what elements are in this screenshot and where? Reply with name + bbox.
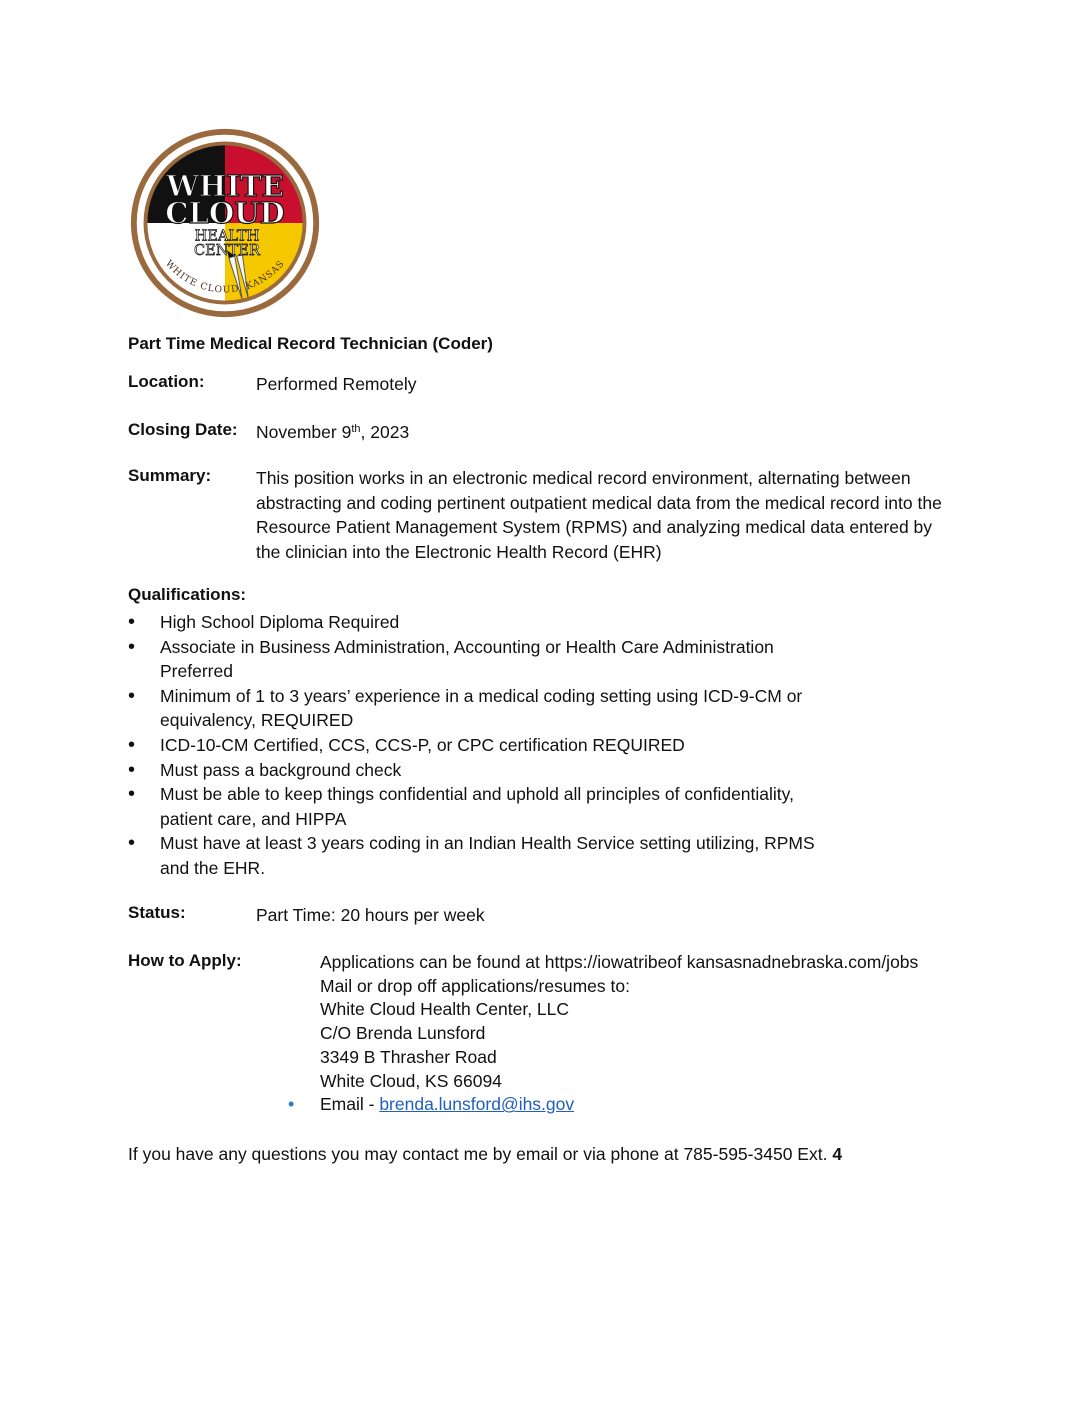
apply-line: Applications can be found at https://iowatribeof kansasnadnebraska.com/jobs — [320, 952, 919, 972]
apply-instructions — [288, 951, 1000, 1117]
summary-value: This position works in an electronic medical record environment, alternating between abstracting and coding pertinent outpatient medical data from the medical record into the Resource Patient Management System (RPMS) and analyzing medical data entered by the clinician into the Electronic Health Record (EHR) — [256, 468, 942, 562]
closing-date-label: Closing Date: — [128, 420, 238, 439]
contact-note: If you have any questions you may contact me by email or via phone at 785-595-3450 Ext. 4 — [128, 1144, 843, 1164]
closing-date-value: November 9th, 2023 — [256, 422, 410, 442]
logo-word-cloud: CLOUD — [165, 196, 285, 230]
list-item: • Must pass a background check — [128, 758, 828, 783]
list-item: • Must have at least 3 years coding in an Indian Health Service setting utilizing, RPMS and the EHR. — [128, 831, 828, 880]
list-item: • High School Diploma Required — [128, 610, 828, 635]
summary-label: Summary: — [128, 466, 212, 485]
bullet-icon: • — [288, 1094, 295, 1115]
email-row — [288, 1093, 1000, 1117]
logo-ring-text: WHITE CLOUD, KANSAS — [162, 258, 287, 296]
job-title: Part Time Medical Record Technician (Coder) — [128, 334, 493, 353]
apply-line: White Cloud Health Center, LLC — [320, 999, 570, 1020]
white-cloud-health-center-logo — [128, 126, 322, 320]
logo-word-center: CENTER — [194, 242, 260, 260]
location-label: Location: — [128, 372, 205, 391]
location-value: Performed Remotely — [256, 374, 417, 394]
status-label: Status: — [128, 903, 186, 922]
status-value: Part Time: 20 hours per week — [256, 905, 485, 925]
logo-word-white: WHITE — [166, 168, 284, 203]
apply-line: Mail or drop off applications/resumes to: — [320, 975, 630, 996]
qualifications-label: Qualifications: — [128, 585, 247, 604]
apply-line: C/O Brenda Lunsford — [320, 1023, 486, 1044]
how-to-apply-label: How to Apply: — [128, 951, 242, 970]
qualifications-list — [128, 610, 828, 881]
contact-extension: 4 — [832, 1144, 843, 1164]
list-item: • Minimum of 1 to 3 years’ experience in a medical coding setting using ICD-9-CM or equivalency, REQUIRED — [128, 684, 828, 733]
apply-line: 3349 B Thrasher Road — [320, 1046, 497, 1067]
email-prefix: Email - — [320, 1094, 380, 1115]
list-item: • Must be able to keep things confidential and uphold all principles of confidentiality, patient care, and HIPPA — [128, 782, 828, 831]
email-link[interactable]: brenda.lunsford@ihs.gov — [379, 1094, 575, 1115]
list-item: • Associate in Business Administration, Accounting or Health Care Administration Preferred — [128, 635, 828, 684]
logo-word-health: HEALTH — [194, 227, 260, 245]
apply-line: White Cloud, KS 66094 — [320, 1070, 502, 1091]
list-item: • ICD-10-CM Certified, CCS, CCS-P, or CPC certification REQUIRED — [128, 733, 828, 758]
